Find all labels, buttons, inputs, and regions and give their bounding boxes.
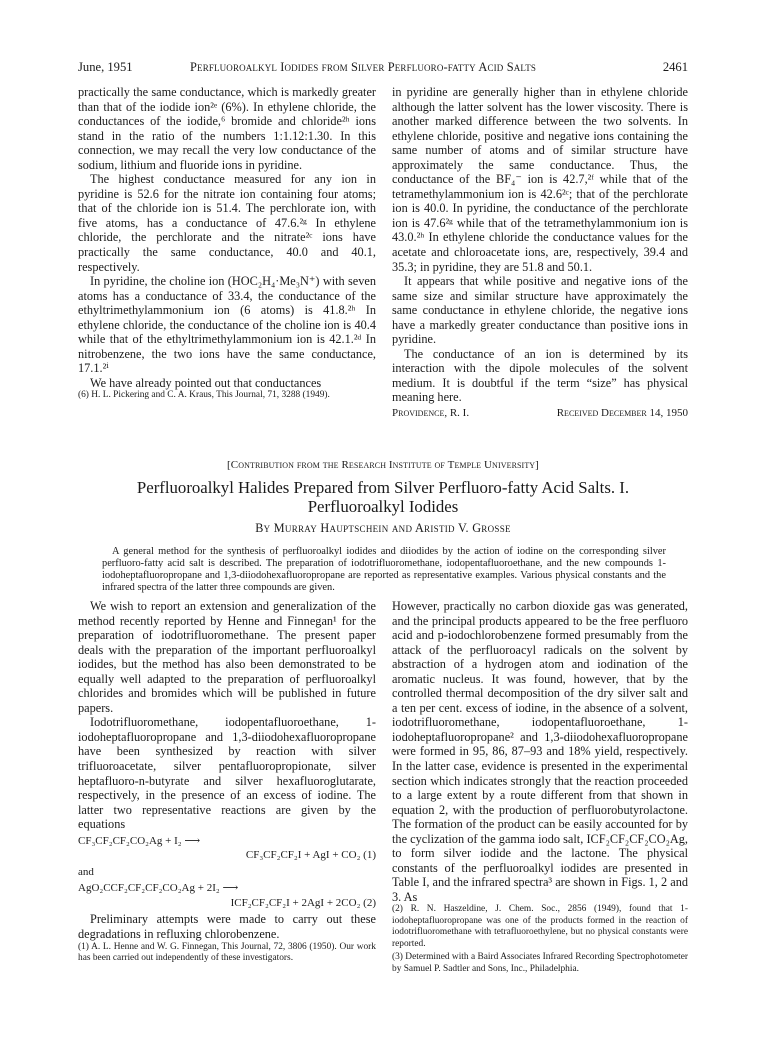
body-paragraph: Iodotrifluoromethane, iodopentafluoroethane, 1-iodoheptafluoropropane and 1,3-diiodohexafluoropropane have been synthesized by reaction with silver trifluoroacetate, silver pentafluoropropionate, silver heptafluoro-n-butyrate and silver hexafluoroglutarate, respectively, in the presence of an excess of iodine. The latter two representative reactions are given by the equations bbox=[78, 715, 376, 832]
body-paragraph: The highest conductance measured for any ion in pyridine is 52.6 for the nitrate ion containing four atoms; that of the chloride ion is 51.4. The perchlorate ion, with five atoms, has a conductance of 47.6.²ᵍ In ethylene chloride, the perchlorate and the nitrate²ᶜ ions have practically the same conductance, 40.0 and 40.1, respectively. bbox=[78, 172, 376, 274]
equation-connector: and bbox=[78, 865, 94, 878]
body-paragraph: However, practically no carbon dioxide gas was generated, and the principal products appeared to be the free perfluoro acid and p-iodochlorobenzene formed presumably from the attack of the perfluoroacyl radicals on the solvent by abstraction of a hydrogen atom and iodination of the aromatic nucleus. It was found, however, that by the controlled thermal decomposition of the dry silver salt and a ten per cent. excess of iodine, in the absence of a solvent, iodotrifluoromethane, iodopentafluoroethane, 1-iodoheptafluoropropane² and 1,3-diiodohexafluoropropane were formed in 95, 86, 87–93 and 18% yield, respectively. In the latter case, evidence is presented in the experimental section which indicates strongly that the reaction proceeded to a large extent by a route different from that shown in equation 2, with the production of perfluorobutyrolactone. The formation of the product can be easily accounted for by the cyclization of the gamma iodo salt, ICF₂CF₂CF₂CO₂Ag, to form silver iodide and the lactone. The physical constants of the perfluoroalkyl iodides are presented in Table I, and the infrared spectra³ are shown in Figs. 1, 2 and 3. As bbox=[392, 599, 688, 904]
body-paragraph: We have already pointed out that conductances bbox=[90, 375, 322, 390]
signoff-received: Received December 14, 1950 bbox=[556, 407, 688, 420]
header-date: June, 1951 bbox=[78, 60, 133, 74]
footnote: (1) A. L. Henne and W. G. Finnegan, This Journal, 72, 3806 (1950). Our work has been carried out independently of these investigators. bbox=[78, 941, 376, 963]
body-paragraph: It appears that while positive and negative ions of the same size and similar structure have approximately the same conductance in ethylene chloride, the negative ions have a markedly greater conductance than positive ions in pyridine. bbox=[392, 274, 688, 347]
article-right-column bbox=[392, 599, 688, 975]
equation-2 bbox=[78, 881, 376, 910]
footnote: (6) H. L. Pickering and C. A. Kraus, This Journal, 71, 3288 (1949). bbox=[78, 390, 330, 401]
equation-1-lhs: CF₃CF₂CF₂CO₂Ag + I₂ ⟶ bbox=[78, 834, 201, 847]
previous-article-right-column bbox=[392, 85, 688, 420]
footnote: (3) Determined with a Baird Associates Infrared Recording Spectrophotometer by Samuel P. Sadtler and Sons, Inc., Philadelphia. bbox=[392, 952, 688, 974]
equation-2-rhs: ICF₂CF₂CF₂I + 2AgI + 2CO₂ (2) bbox=[230, 896, 376, 909]
body-paragraph: We wish to report an extension and generalization of the method recently reported by Henne and Finnegan¹ for the preparation of iodotrifluoromethane. The present paper deals with the preparation of the important perfluoroalkyl iodides, but the method has also been demonstrated to be equally well adapted to the preparation of perfluoroalkyl chlorides and bromides which will be published in future papers. bbox=[78, 599, 376, 715]
article-authors: By Murray Hauptschein and Aristid V. Grosse bbox=[255, 521, 511, 535]
footnote: (2) R. N. Haszeldine, J. Chem. Soc., 2856 (1949), found that 1-iodoheptafluoropropane was one of the products formed in the reaction of iodotrifluoromethane with tetrafluoroethylene, but no physical constants were reported. bbox=[392, 904, 688, 949]
body-paragraph: The conductance of an ion is determined by its interaction with the dipole molecules of the solvent medium. It is doubtful if the term “size” has physical meaning here. bbox=[392, 346, 688, 405]
running-header bbox=[78, 60, 688, 76]
body-paragraph: in pyridine are generally higher than in ethylene chloride although the latter solvent has the lower viscosity. There is another marked difference between the two solvents. In ethylene chloride, positive and negative ions containing the same number of atoms and of similar structure have approximately the same conductance. Thus, the conductance of the BF₄⁻ ion is 42.7,²ᶠ while that of the tetramethylammonium ion is 42.6²ᶜ; that of the perchlorate ion is 40.0. In pyridine, the conductance of the perchlorate ion is 47.6²ᵍ while that of the tetramethylammonium ion is 43.0.²ʰ In ethylene chloride the conductance values for the acetate and chloroacetate ions, are, respectively, 39.4 and 35.3; in pyridine, they are 51.8 and 50.1. bbox=[392, 85, 688, 274]
title-line-2: Perfluoroalkyl Iodides bbox=[307, 497, 459, 516]
article-left-column bbox=[78, 599, 376, 964]
previous-article-left-column bbox=[78, 85, 376, 402]
equation-1-rhs: CF₃CF₂CF₂I + AgI + CO₂ (1) bbox=[245, 849, 376, 862]
equation-2-lhs: AgO₂CCF₂CF₂CF₂CO₂Ag + 2I₂ ⟶ bbox=[78, 882, 239, 895]
body-paragraph: practically the same conductance, which is markedly greater than that of the iodide ion²ᵉ (6%). In ethylene chloride, the conductances of the iodide,⁶ bromide and chloride²ʰ ions stand in the ratio of the numbers 1:1.12:1.30. In this connection, we may recall the very low conductance of the sodium, lithium and fluoride ions in pyridine. bbox=[78, 85, 376, 172]
signoff bbox=[392, 406, 688, 420]
body-paragraph: Preliminary attempts were made to carry out these degradations in refluxing chlorobenzene. bbox=[78, 912, 376, 942]
title-line-1: Perfluoroalkyl Halides Prepared from Silver Perfluoro-fatty Acid Salts. I. bbox=[136, 478, 630, 497]
abstract: A general method for the synthesis of perfluoroalkyl iodides and diiodides by the action of iodine on the corresponding silver perfluoro-fatty acid salt is described. The preparation of iodotrifluoromethane, iodopentafluoroethane, and the new compounds 1-iodoheptafluoropropane and 1,3-diiodohexafluoropropane are reported as representative examples. Various physical constants and the infrared spectra of the latter three compounds are given. bbox=[102, 546, 666, 593]
signoff-place: Providence, R. I. bbox=[392, 407, 470, 420]
body-paragraph: In pyridine, the choline ion (HOC₂H₄·Me₃N⁺) with seven atoms has a conductance of 33.4, the conductance of the ethyltrimethylammonium ion (6 atoms) is 41.8.²ʰ In ethylene chloride, the conductance of the choline ion is 40.4 while that of the ethyltrimethylammonium ion is 42.1.²ᵈ In nitrobenzene, the two ions have the same conductance, 17.1.²ⁱ bbox=[78, 274, 376, 376]
contribution-line: [Contribution from the Research Institute of Temple University] bbox=[227, 459, 539, 471]
header-page-number: 2461 bbox=[662, 60, 688, 74]
article-title bbox=[78, 478, 688, 516]
header-running-title: Perfluoroalkyl Iodides from Silver Perfluoro-fatty Acid Salts bbox=[190, 60, 537, 74]
equation-1 bbox=[78, 834, 376, 863]
